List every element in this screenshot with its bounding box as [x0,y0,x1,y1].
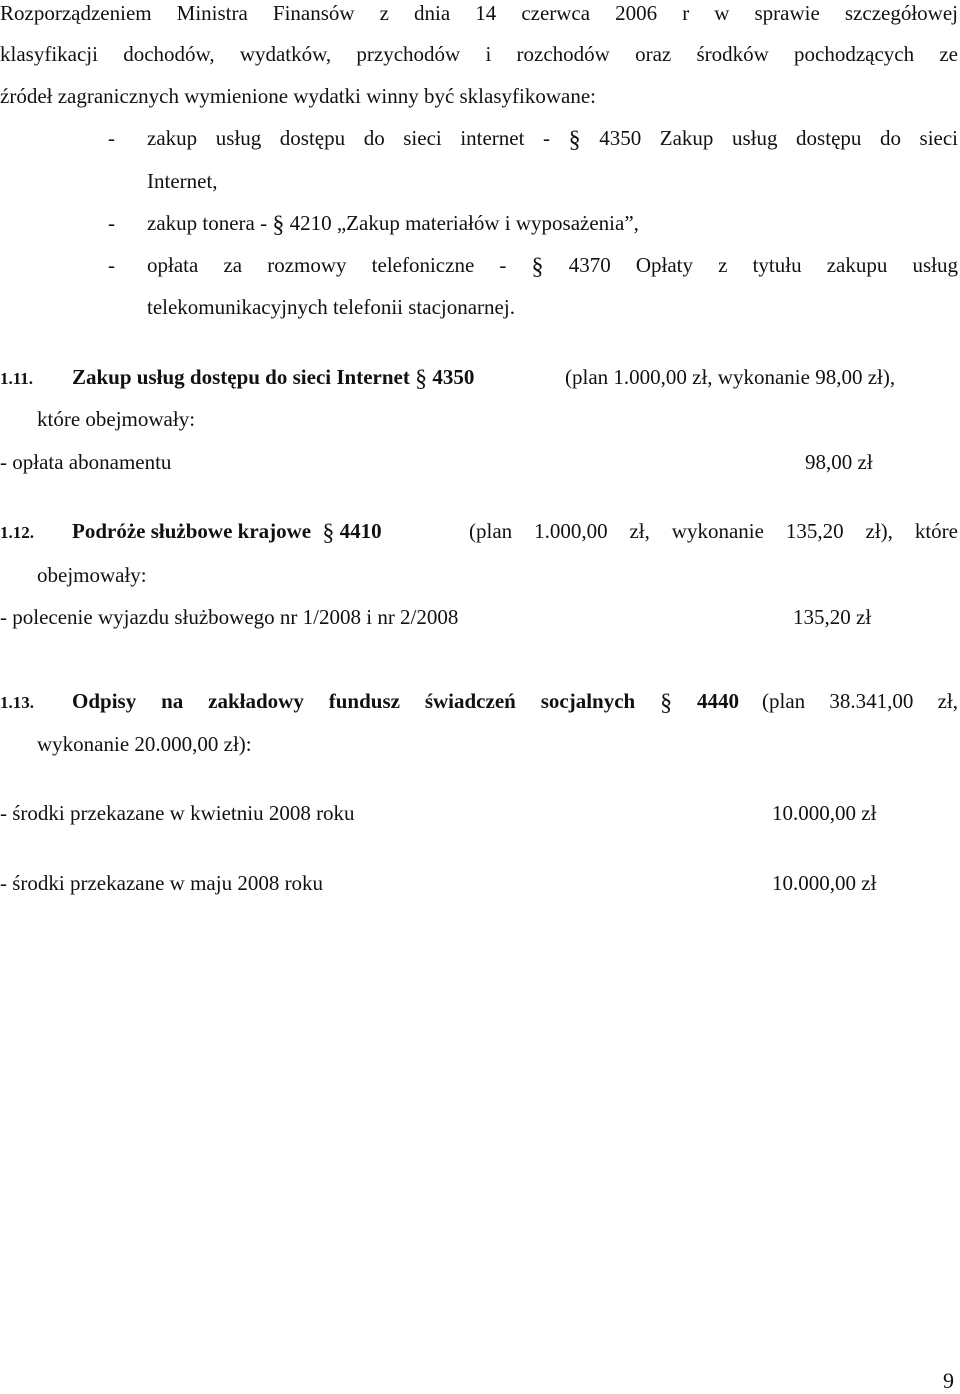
expense-label: - opłata abonamentu [0,450,172,474]
section-sign-icon: § [531,254,544,280]
list-item-text: zakup usług dostępu do sieci internet - § 4350 Zakup usług dostępu do sieci [147,126,959,153]
section-number: 1.13. [0,693,34,712]
section-heading [0,364,960,390]
section-summary-continuation: które obejmowały: [37,407,196,431]
section-code: 4350 [432,365,475,389]
section-sign-icon: § [272,212,285,238]
section-title: Podróże służbowe krajowe [72,519,312,543]
expense-label: - środki przekazane w maju 2008 roku [0,871,324,895]
section-sign-icon: § [322,520,335,546]
intro-line-3: źródeł zagranicznych wymienione wydatki winny być sklasyfikowane: [0,84,596,108]
list-dash: - [108,126,115,150]
section-number: 1.12. [0,523,34,542]
list-item-continuation: telekomunikacyjnych telefonii stacjonarnej. [147,295,515,319]
section-heading [0,518,960,544]
section-summary: (plan 1.000,00 zł, wykonanie 135,20 zł), które [469,519,958,543]
section-summary: (plan 38.341,00 zł, [762,689,958,713]
section-number: 1.11. [0,369,34,388]
section-code: 4410 [339,519,382,543]
intro-line-2: klasyfikacji dochodów, wydatków, przychodów i rozchodów oraz środków pochodzących ze [0,42,958,66]
list-item-text: opłata za rozmowy telefoniczne - § 4370 Opłaty z tytułu zakupu usług [147,253,958,280]
expense-label: - polecenie wyjazdu służbowego nr 1/2008 i nr 2/2008 [0,605,459,629]
expense-label: - środki przekazane w kwietniu 2008 roku [0,801,355,825]
section-title: Zakup usług dostępu do sieci Internet [72,365,410,389]
page-number: 9 [943,1368,954,1393]
section-sign-icon: § [568,127,581,153]
list-dash: - [108,211,115,235]
section-sign-icon: § [660,690,673,716]
expense-amount: 98,00 zł [805,450,873,474]
section-summary-continuation: wykonanie 20.000,00 zł): [37,732,252,756]
section-sign-icon: § [415,366,428,392]
list-item-text: zakup tonera - § 4210 „Zakup materiałów i wyposażenia”, [147,211,639,238]
list-dash: - [108,253,115,277]
intro-line-1: Rozporządzeniem Ministra Finansów z dnia 14 czerwca 2006 r w sprawie szczegółowej [0,1,958,25]
expense-amount: 10.000,00 zł [772,871,877,895]
section-summary-continuation: obejmowały: [37,563,147,587]
section-summary: (plan 1.000,00 zł, wykonanie 98,00 zł), [565,365,896,389]
section-code: 4440 [697,689,739,713]
expense-amount: 135,20 zł [793,605,872,629]
section-title: Odpisy na zakładowy fundusz świadczeń socjalnych [72,689,636,713]
list-item-continuation: Internet, [147,169,218,193]
section-heading [0,688,960,714]
expense-amount: 10.000,00 zł [772,801,877,825]
